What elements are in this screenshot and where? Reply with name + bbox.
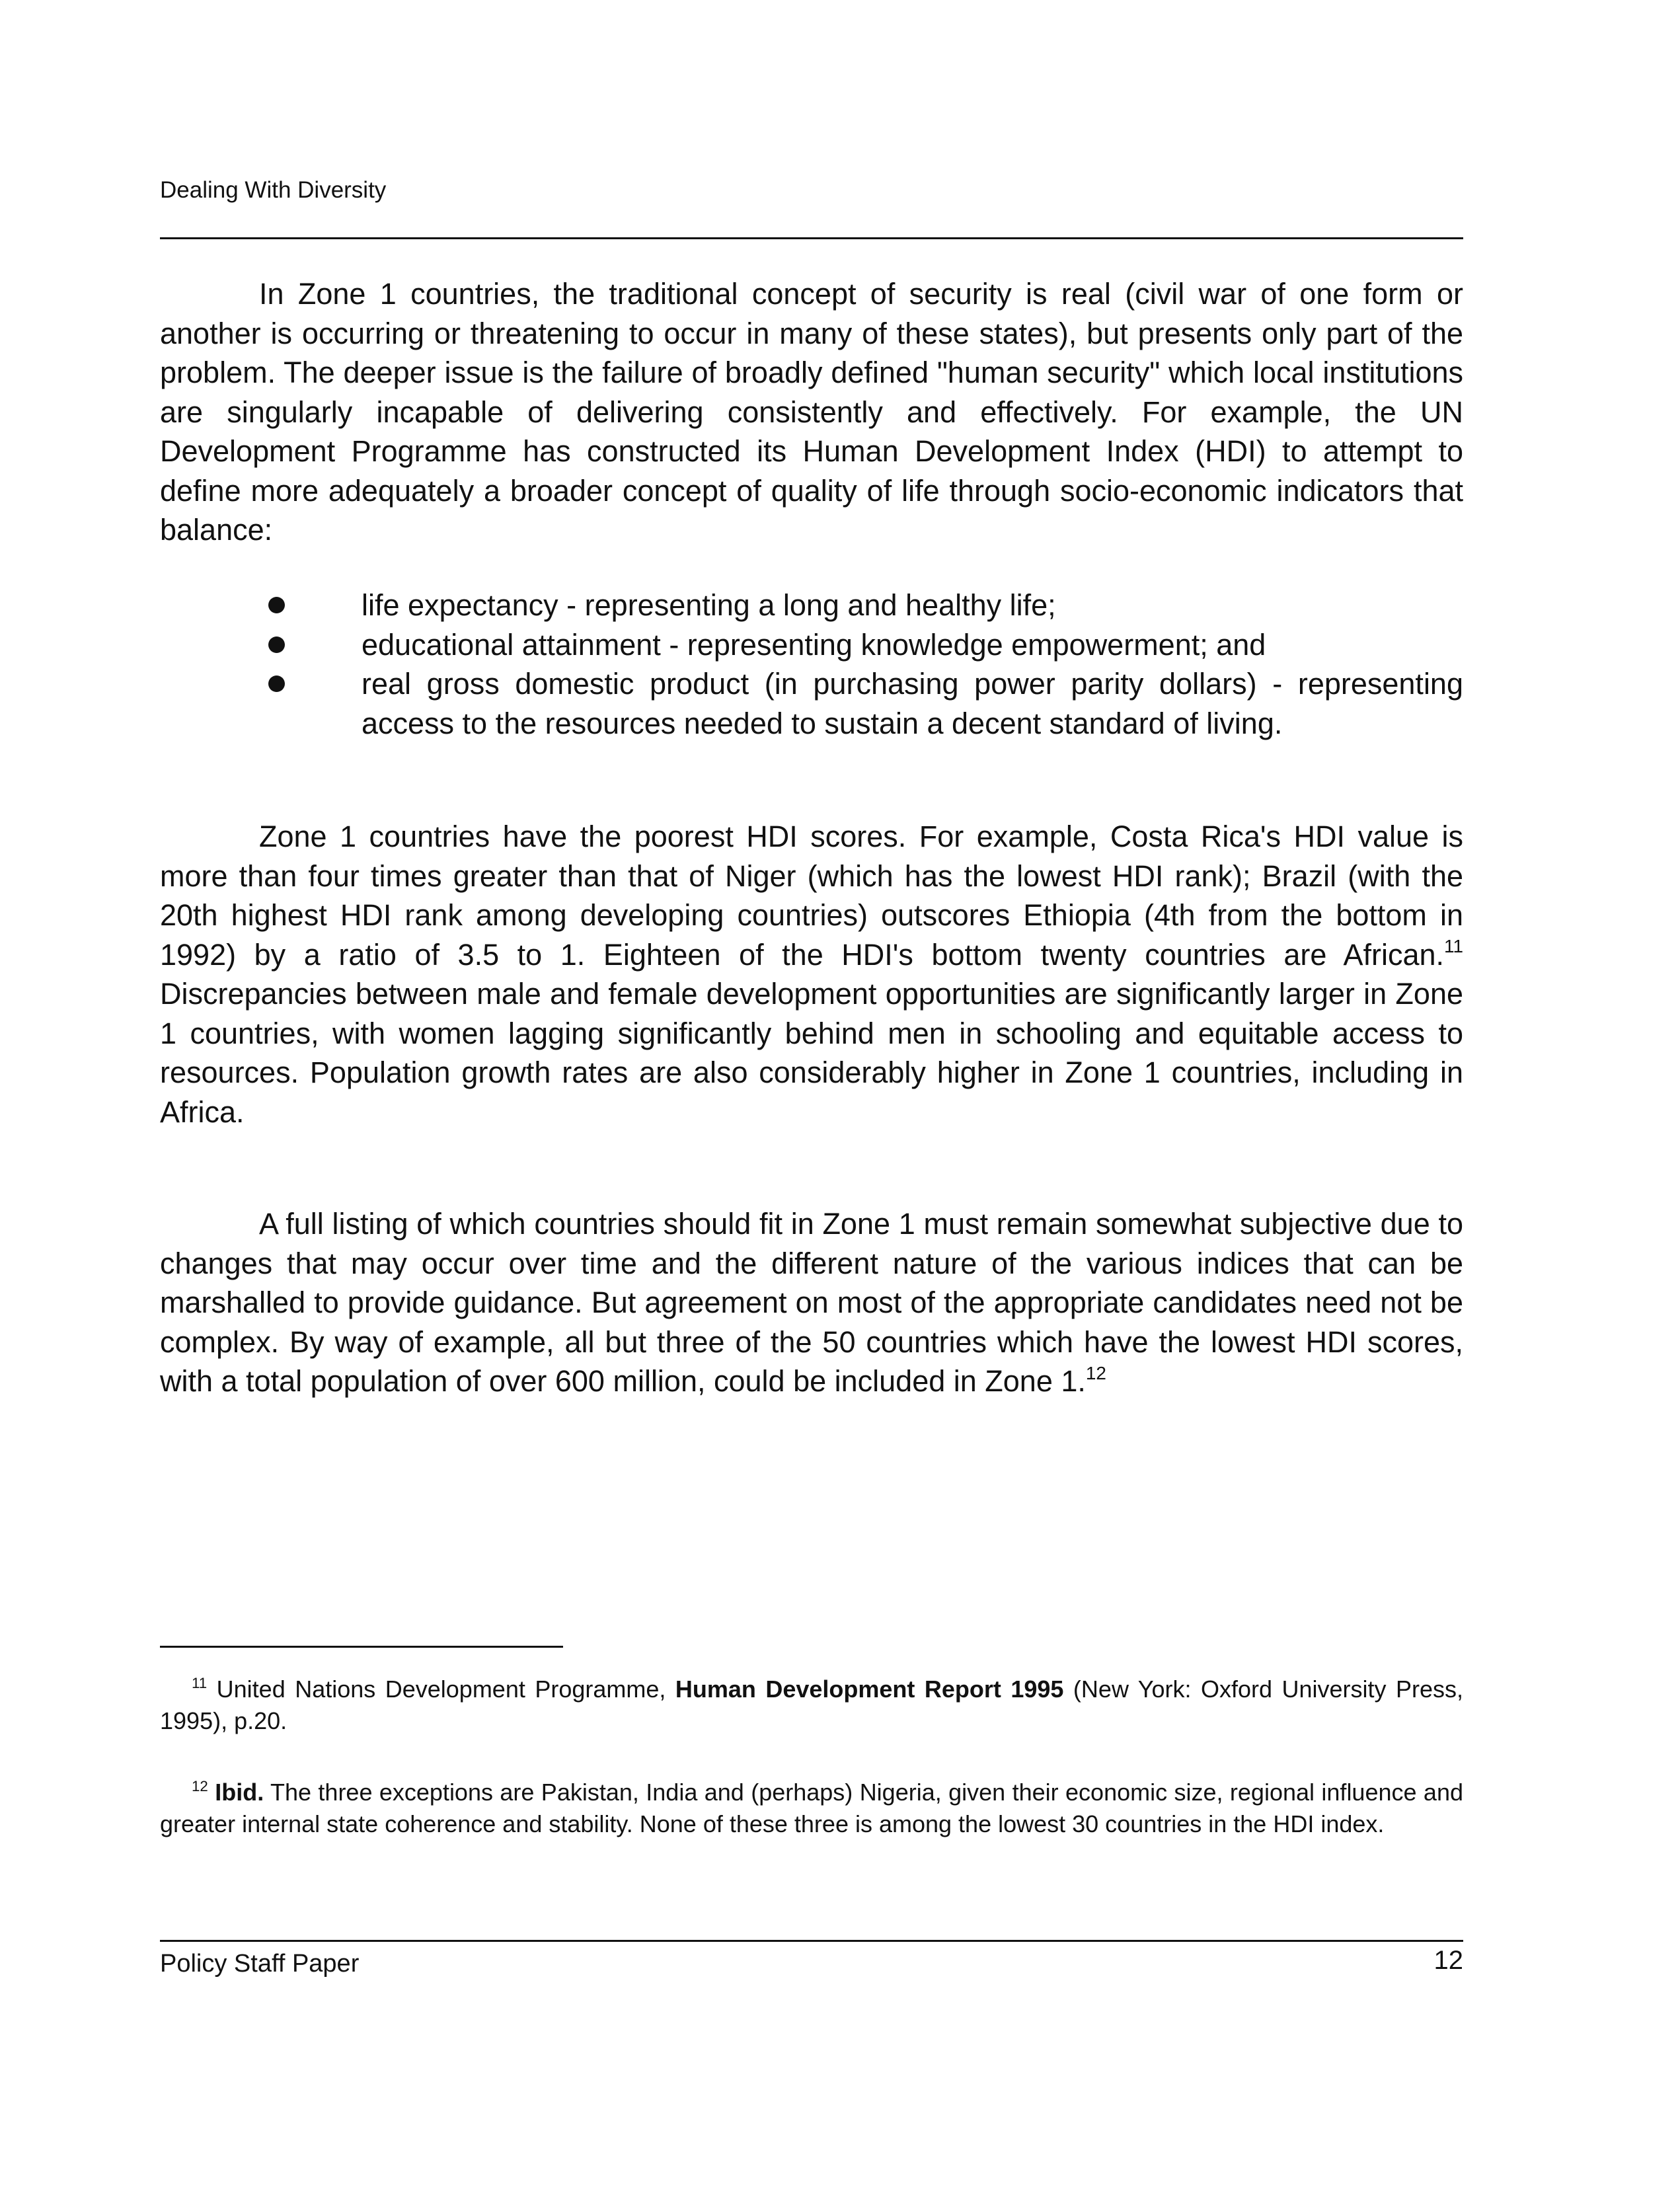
footnote-11	[160, 1674, 1463, 1737]
footnote-text	[208, 1779, 215, 1806]
list-item	[160, 586, 1463, 625]
paragraph-text: A full listing of which countries should fit in Zone 1 must remain somewhat subjective due to changes that may occur over time and the different nature of the various indices that can be marshalled to provide guidance. But agreement on most of the appropriate candidates need not be complex. By way of example, all but three of the 50 countries which have the lowest HDI scores, with a total population of over 600 million, could be included in Zone 1.	[160, 1207, 1463, 1398]
bullet-icon	[268, 675, 285, 692]
footnote-text: The three exceptions are Pakistan, India and (perhaps) Nigeria, given their economic size, regional influence and greater internal state coherence and stability. None of these three is among the lowest 30 countries in the HDI index.	[160, 1779, 1463, 1837]
list-item-text: educational attainment - representing knowledge empowerment; and	[362, 627, 1266, 662]
paragraph-human-security: In Zone 1 countries, the traditional concept of security is real (civil war of one form or another is occurring or threatening to occur in many of these states), but presents only part of the problem. The deeper issue is the failure of broadly defined "human security" which local institutions are singularly incapable of delivering consistently and effectively. For example, the UN Development Programme has constructed its Human Development Index (HDI) to attempt to define more adequately a broader concept of quality of life through socio-economic indicators that balance:	[160, 277, 1463, 547]
list-item	[160, 625, 1463, 665]
list-item-text: life expectancy - representing a long and healthy life;	[362, 588, 1056, 622]
footnote-number: 11	[192, 1674, 208, 1691]
page-number: 12	[1433, 1946, 1463, 1975]
bullet-icon	[268, 636, 285, 653]
footnote-ref-11[interactable]: 11	[1444, 936, 1463, 957]
list-item-text: real gross domestic product (in purchasing power parity dollars) - representing access to the resources needed to sustain a decent standard of living.	[362, 667, 1463, 740]
paragraph-text: Discrepancies between male and female development opportunities are significantly larger in Zone 1 countries, with women lagging significantly behind men in schooling and equitable access to resources. Population growth rates are also considerably higher in Zone 1 countries, including in Africa.	[160, 977, 1463, 1129]
paragraph-hdi-scores	[160, 817, 1463, 1132]
footnote-ref-12[interactable]: 12	[1085, 1362, 1106, 1383]
footer-publication: Policy Staff Paper	[160, 1950, 360, 1978]
footer-rule	[160, 1940, 1463, 1942]
footnote-separator	[160, 1646, 563, 1648]
paragraph-zone-listing	[160, 1204, 1463, 1401]
hdi-indicator-list	[160, 586, 1463, 743]
paragraph-text: Zone 1 countries have the poorest HDI scores. For example, Costa Rica's HDI value is more than four times greater than that of Niger (which has the lowest HDI rank); Brazil (with the 20th highest HDI rank among developing countries) outscores Ethiopia (4th from the bottom in 1992) by a ratio of 3.5 to 1. Eighteen of the HDI's bottom twenty countries are African.	[160, 820, 1463, 972]
bullet-icon	[268, 597, 285, 613]
footnote-text: (New York: Oxford University Press, 1995), p.20.	[160, 1675, 1464, 1734]
footnote-12	[160, 1777, 1463, 1840]
footnote-source-title: Human Development Report 1995	[675, 1675, 1064, 1703]
footnote-source-title: Ibid.	[215, 1779, 264, 1806]
header-rule	[160, 237, 1463, 239]
footnote-text: United Nations Development Programme,	[207, 1675, 675, 1703]
running-header: Dealing With Diversity	[160, 177, 387, 203]
footnote-number: 12	[192, 1777, 208, 1794]
list-item	[160, 664, 1463, 743]
